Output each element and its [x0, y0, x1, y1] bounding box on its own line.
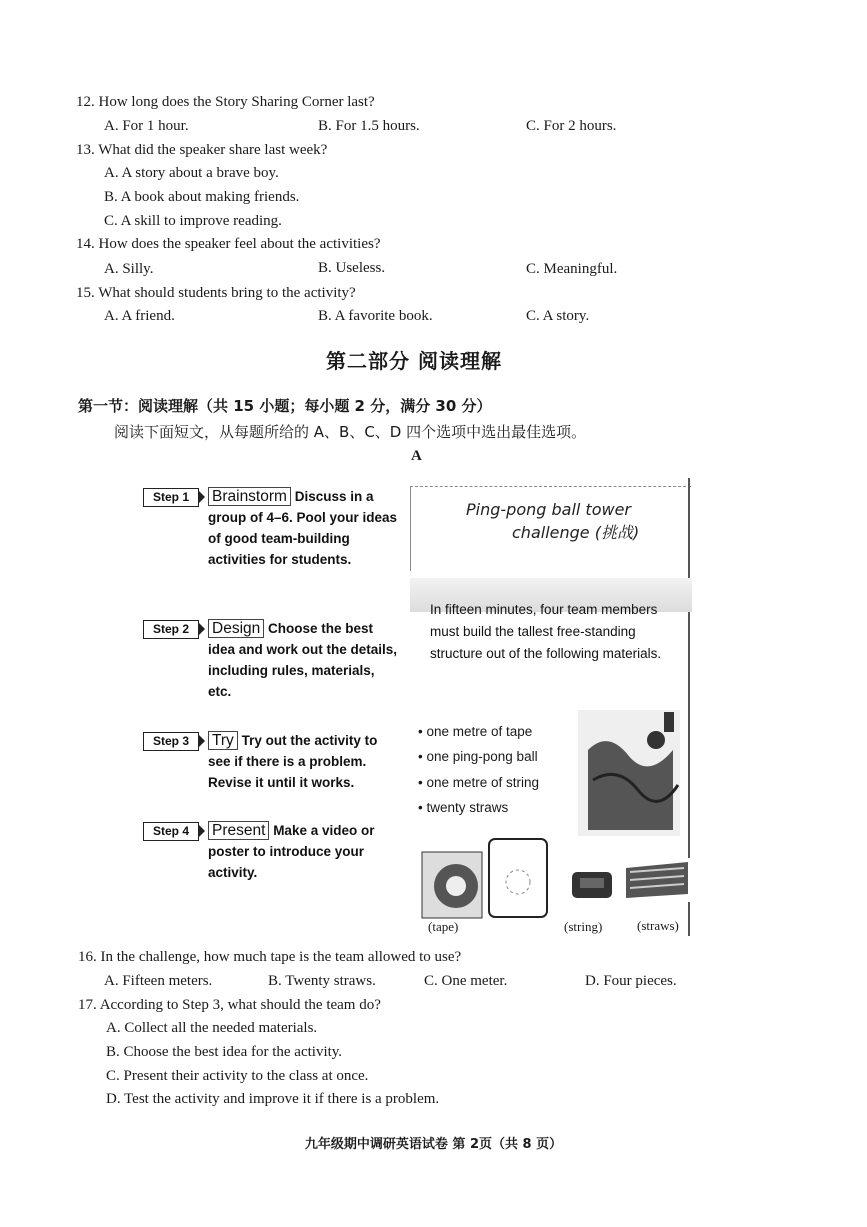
- steps-panel: [140, 480, 400, 920]
- q16-option-c: C. One meter.: [424, 973, 508, 989]
- challenge-description: In fifteen minutes, four team members must build the tallest free-standing structure out of the following materials.: [430, 602, 662, 661]
- challenge-title-line1: Ping-pong ball tower: [466, 500, 631, 519]
- passage-label: A: [411, 448, 422, 464]
- step-3-text: [208, 730, 398, 793]
- question-13-stem: 13. What did the speaker share last week?: [76, 142, 328, 158]
- q16-option-b: B. Twenty straws.: [268, 973, 376, 989]
- q17-option-d: D. Test the activity and improve it if there is a problem.: [106, 1091, 440, 1107]
- challenge-title-line2: challenge (挑战): [512, 523, 640, 542]
- step-4-badge: Step 4: [143, 822, 199, 841]
- step-1-desc: Discuss in a group of 4–6. Pool your ideas of good team-building activities for students.: [208, 489, 398, 567]
- q14-option-a: A. Silly.: [104, 261, 154, 277]
- step-2-badge: Step 2: [143, 620, 199, 639]
- q15-option-a: A. A friend.: [104, 308, 175, 324]
- q13-option-a: A. A story about a brave boy.: [104, 165, 279, 181]
- q12-option-a: A. For 1 hour.: [104, 118, 189, 134]
- string-image: [566, 866, 618, 906]
- q12-option-c: C. For 2 hours.: [526, 118, 617, 134]
- q17-option-b: B. Choose the best idea for the activity.: [106, 1044, 343, 1060]
- ping-pong-ball-image: [488, 838, 548, 918]
- tape-image: [420, 850, 484, 920]
- section-subtitle: 第一节：阅读理解（共 15 小题；每小题 2 分，满分 30 分）: [78, 397, 492, 415]
- challenge-card: [410, 478, 694, 936]
- step-1: [140, 484, 400, 594]
- straws-image: [622, 858, 692, 902]
- step-1-key: Brainstorm: [208, 487, 291, 506]
- step-3: [140, 728, 400, 798]
- page-footer: 九年级期中调研英语试卷 第 2页（共 8 页）: [304, 1137, 563, 1152]
- step-3-desc: Try out the activity to see if there is a problem. Revise it until it works.: [208, 733, 378, 790]
- q15-option-b: B. A favorite book.: [318, 308, 433, 324]
- string-caption: (string): [564, 919, 603, 934]
- material-item: • one ping-pong ball: [418, 747, 538, 767]
- q16-option-d: D. Four pieces.: [585, 973, 677, 989]
- question-15-stem: 15. What should students bring to the activity?: [76, 285, 356, 301]
- step-2-key: Design: [208, 619, 264, 638]
- q14-option-c: C. Meaningful.: [526, 261, 618, 277]
- q14-option-b: B. Useless.: [318, 260, 386, 276]
- step-4-text: [208, 820, 398, 883]
- step-3-badge: Step 3: [143, 732, 199, 751]
- material-item: • one metre of string: [418, 773, 539, 793]
- section-title: 第二部分 阅读理解: [326, 349, 502, 373]
- step-4: [140, 818, 400, 888]
- q13-option-c: C. A skill to improve reading.: [104, 213, 282, 229]
- tape-caption: (tape): [428, 919, 459, 934]
- step-1-badge: Step 1: [143, 488, 199, 507]
- q12-option-b: B. For 1.5 hours.: [318, 118, 420, 134]
- step-1-text: [208, 486, 398, 570]
- straws-caption: (straws): [637, 918, 679, 933]
- q17-option-c: C. Present their activity to the class at once.: [106, 1068, 369, 1084]
- challenge-title: [466, 498, 639, 544]
- step-2-text: [208, 618, 398, 702]
- question-12-stem: 12. How long does the Story Sharing Corner last?: [76, 94, 375, 110]
- question-17-stem: 17. According to Step 3, what should the team do?: [78, 997, 381, 1013]
- material-item: • one metre of tape: [418, 722, 532, 742]
- step-4-desc: Make a video or poster to introduce your activity.: [208, 823, 375, 880]
- q15-option-c: C. A story.: [526, 308, 590, 324]
- step-3-key: Try: [208, 731, 238, 750]
- section-instruction: 阅读下面短文，从每题所给的 A、B、C、D 四个选项中选出最佳选项。: [114, 423, 587, 441]
- question-14-stem: 14. How does the speaker feel about the activities?: [76, 236, 381, 252]
- q16-option-a: A. Fifteen meters.: [104, 973, 213, 989]
- step-2: [140, 616, 400, 706]
- question-16-stem: 16. In the challenge, how much tape is the team allowed to use?: [78, 949, 462, 965]
- material-item: • twenty straws: [418, 798, 508, 818]
- q13-option-b: B. A book about making friends.: [104, 189, 300, 205]
- step-2-desc: Choose the best idea and work out the details, including rules, materials, etc.: [208, 621, 398, 699]
- q17-option-a: A. Collect all the needed materials.: [106, 1020, 318, 1036]
- step-4-key: Present: [208, 821, 269, 840]
- team-photo-image: [578, 710, 680, 836]
